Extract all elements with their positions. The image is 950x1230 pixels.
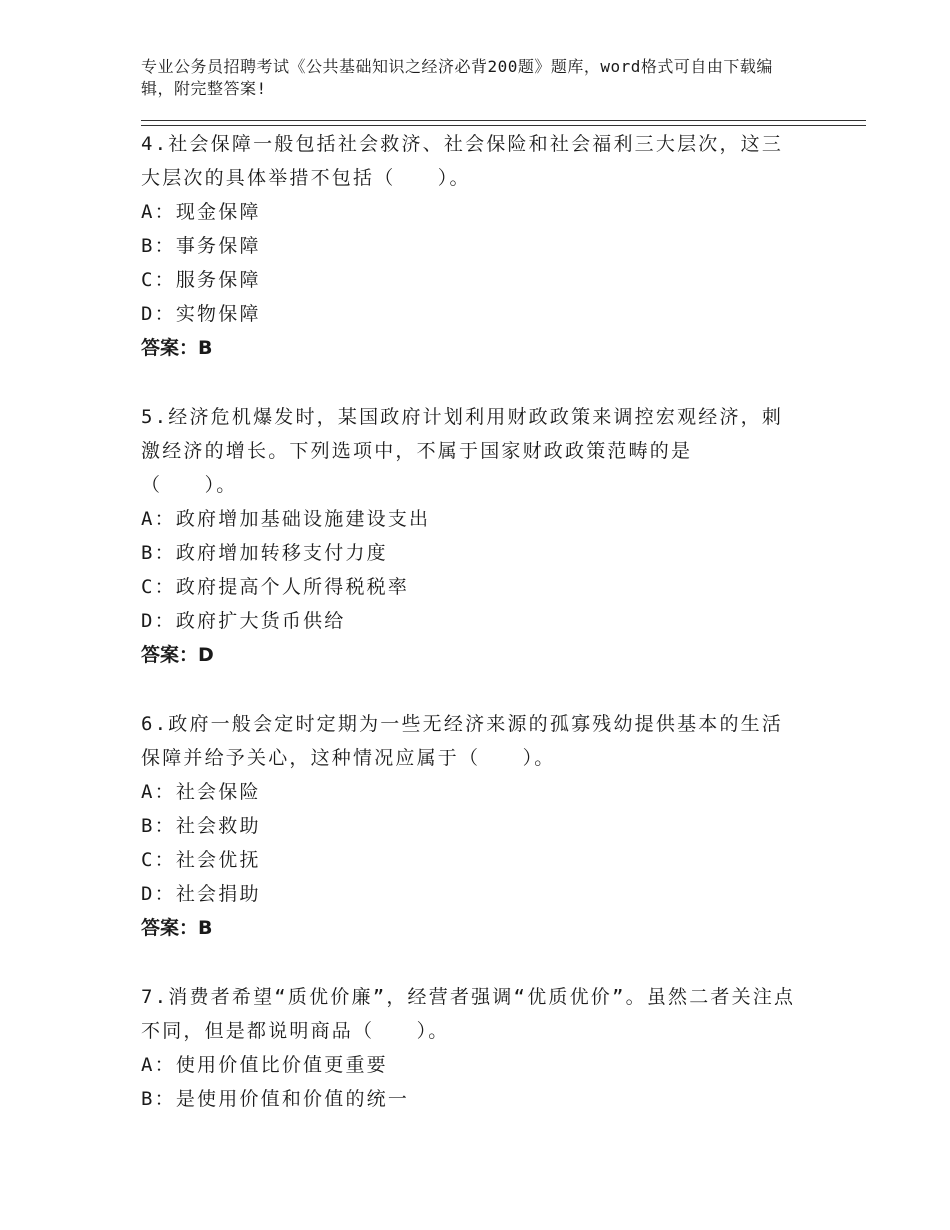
- option-a: A：现金保障: [141, 201, 261, 223]
- option-a: A：使用价值比价值更重要: [141, 1054, 388, 1076]
- question-stem: 6.政府一般会定时定期为一些无经济来源的孤寡残幼提供基本的生活保障并给予关心，这种情况应属于（ ）。: [141, 713, 784, 769]
- question-stem: 4.社会保障一般包括社会救济、社会保险和社会福利三大层次，这三大层次的具体举措不包括（ ）。: [141, 133, 784, 189]
- option-b: B：事务保障: [141, 235, 261, 257]
- option-c: C：服务保障: [141, 269, 261, 291]
- question-6: [141, 707, 796, 945]
- page-header: 专业公务员招聘考试《公共基础知识之经济必背200题》题库，word格式可自由下载编辑，附完整答案!: [141, 57, 773, 98]
- option-b: B：社会救助: [141, 815, 261, 837]
- option-a: A：政府增加基础设施建设支出: [141, 508, 431, 530]
- question-stem: 5.经济危机爆发时，某国政府计划利用财政政策来调控宏观经济，刺激经济的增长。下列选项中，不属于国家财政政策范畴的是: [141, 406, 784, 462]
- question-4: [141, 127, 796, 365]
- question-7: [141, 980, 796, 1116]
- option-d: D：政府扩大货币供给: [141, 610, 346, 632]
- answer-label: 答案：B: [141, 917, 213, 939]
- option-a: A：社会保险: [141, 781, 261, 803]
- question-5: [141, 400, 796, 672]
- option-b: B：政府增加转移支付力度: [141, 542, 388, 564]
- answer-label: 答案：B: [141, 337, 213, 359]
- option-c: C：政府提高个人所得税税率: [141, 576, 410, 598]
- header-divider: [141, 120, 866, 126]
- question-stem-continuation: （ ）。: [141, 474, 238, 496]
- option-c: C：社会优抚: [141, 849, 261, 871]
- option-b: B：是使用价值和价值的统一: [141, 1088, 410, 1110]
- option-d: D：社会捐助: [141, 883, 261, 905]
- question-stem: 7.消费者希望“质优价廉”，经营者强调“优质优价”。虽然二者关注点不同，但是都说明商品（ ）。: [141, 986, 796, 1042]
- question-list: [141, 127, 796, 1151]
- answer-label: 答案：D: [141, 644, 214, 666]
- option-d: D：实物保障: [141, 303, 261, 325]
